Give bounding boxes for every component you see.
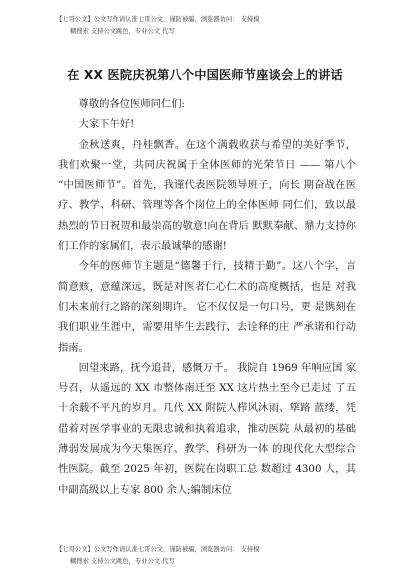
paragraph-2: 今年的医师节主题是“德馨于行，技精于勤”。这八个字，言简意赅，意蕴深远，既是对医者仁心仁术的高度概括，也是 对我们未来前行之路的深刻期许。 它不仅仅是一句口号，更 是镌刻在我们职业生涯中，需要用毕生去践行、去诠释的庄 严承诺和行动指南。 bbox=[58, 260, 356, 354]
header-line-2: 糊搜索 支持公文跳色，专业公文 代写 bbox=[70, 28, 175, 35]
paragraph-1: 金秋送爽，丹桂飘香。在这个满载收获与希望的美好季节，我们欢聚一堂，共同庆祝属于全体医师的光荣节日 —— 第八个 “中国医师节”。首先，我谨代表医院领导班子，向长 期奋战在医疗、教学、科研、管理等各个岗位上的全体医师 同仁们，致以最热烈的节日祝贺和最崇高的敬意!向在背后 默默奉献、鼎力支持你们工作的家属们，表示最诚挚的感谢! bbox=[58, 138, 356, 253]
salutation: 尊敬的各位医师同仁们: bbox=[78, 98, 186, 110]
document-body bbox=[58, 94, 356, 500]
greeting: 大家下午好! bbox=[78, 118, 135, 131]
paragraph-3: 回望来路，抚今追昔，感慨万千。 我院自 1969 年响应国 家号召，从遥远的 XX 市整体南迁至 XX 这片热土至今已走过 了五十余载不平凡的岁月。几代 XX 附院人栉风沐雨、筚路 蓝缕，凭借着对医学事业的无限忠诚和执着追求，推动医院 从最初的基础薄弱发展成为今天集医疗、教学、科研为一体 的现代化大型综合性医院。截至 2025 年初，医院在岗职工总 数超过 4300 人，其中副高级以上专家 800 余人;编制床位 bbox=[58, 361, 356, 496]
header-line-1: 【七哥公文】公文写作请认准七哥公文，谨防被骗，浏览器访问： 支持模 bbox=[56, 16, 260, 23]
footer-line-2: 糊搜索 支持公文跳色，专业公文 代写 bbox=[70, 558, 175, 565]
document-title: 在 XX 医院庆祝第八个中国医师节座谈会上的讲话 bbox=[67, 68, 343, 82]
watermark-header bbox=[56, 14, 356, 38]
watermark-footer bbox=[56, 544, 356, 568]
footer-line-1: 【七哥公文】公文写作请认准七哥公文，谨防被骗，浏览器访问： 支持模 bbox=[56, 546, 260, 553]
